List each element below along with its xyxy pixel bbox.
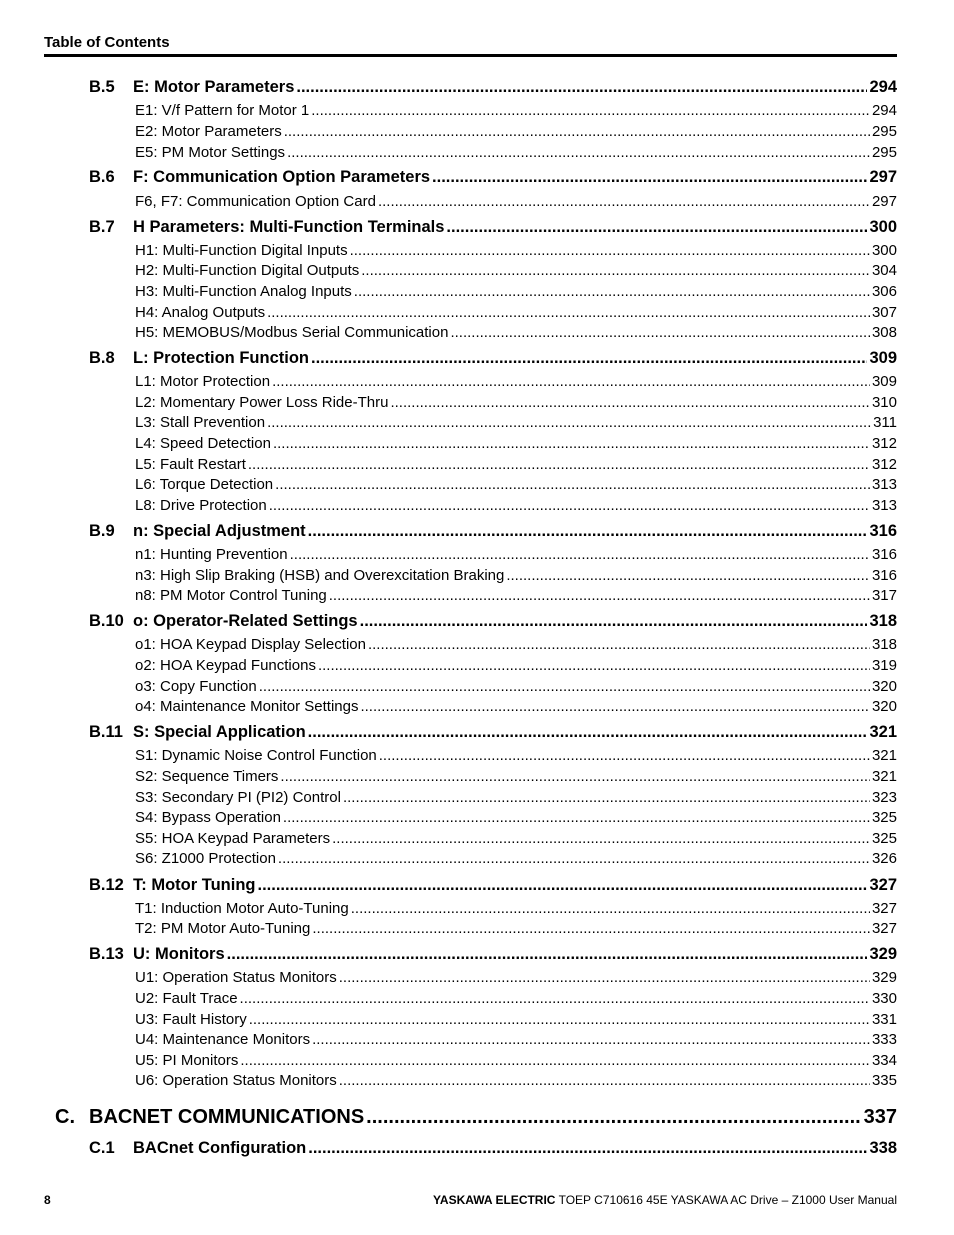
toc-page-number: 323 [871, 789, 897, 806]
toc-entry[interactable] [135, 989, 897, 1009]
toc-page-number: 316 [871, 546, 897, 563]
toc-section[interactable] [89, 217, 897, 238]
toc-page-number: 306 [871, 283, 897, 300]
toc-entry[interactable] [135, 829, 897, 849]
toc-section[interactable] [89, 944, 897, 965]
toc-title: L: Protection Function [133, 349, 309, 367]
toc-title: BACNET COMMUNICATIONS [89, 1106, 365, 1128]
toc-number: B.5 [89, 78, 115, 96]
dot-leader [267, 303, 870, 323]
toc-page-number: 318 [871, 636, 897, 653]
toc-page-number: 329 [871, 969, 897, 986]
toc-page-number: 316 [871, 567, 897, 584]
toc-entry[interactable] [135, 372, 897, 392]
toc-page-number: 330 [871, 990, 897, 1007]
toc-number: B.10 [89, 612, 124, 630]
toc-label [89, 611, 358, 632]
toc-page-number: 329 [869, 945, 897, 963]
toc-label [135, 143, 285, 163]
dot-leader [287, 143, 870, 163]
dot-leader [368, 635, 870, 655]
toc-label [135, 496, 267, 516]
dot-leader [332, 829, 870, 849]
toc-page-number: 319 [871, 657, 897, 674]
toc-page-number: 312 [871, 435, 897, 452]
toc-label [89, 875, 256, 896]
dot-leader [284, 122, 870, 142]
toc-title: o4: Maintenance Monitor Settings [135, 698, 359, 715]
toc-title: U6: Operation Status Monitors [135, 1072, 337, 1089]
dot-leader [343, 788, 870, 808]
toc-label [135, 323, 448, 343]
toc-page-number: 318 [869, 612, 897, 630]
toc-label [89, 1138, 306, 1159]
toc-entry[interactable] [135, 788, 897, 808]
toc-section[interactable] [89, 875, 897, 896]
toc-page-number: 313 [871, 497, 897, 514]
dot-leader [308, 521, 868, 542]
toc-label [135, 241, 348, 261]
toc-number: B.9 [89, 522, 115, 540]
toc-section[interactable] [89, 348, 897, 369]
toc-section[interactable] [89, 722, 897, 743]
toc-section[interactable] [89, 611, 897, 632]
toc-label [135, 566, 504, 586]
dot-leader [273, 434, 870, 454]
toc-title: L3: Stall Prevention [135, 414, 266, 431]
toc-page-number: 313 [871, 476, 897, 493]
dot-leader [283, 808, 870, 828]
toc-title: F6, F7: Communication Option Card [135, 193, 376, 210]
toc-title: o: Operator-Related Settings [133, 612, 358, 630]
toc-label [55, 1105, 364, 1130]
toc-page-number: 327 [871, 920, 897, 937]
toc-label [89, 348, 309, 369]
toc-page-number: 309 [869, 349, 897, 367]
toc-page-number: 297 [871, 193, 897, 210]
toc-label [135, 767, 278, 787]
toc-page-number: 308 [871, 324, 897, 341]
dot-leader [290, 545, 870, 565]
toc-page-number: 317 [871, 587, 897, 604]
toc-page-number: 316 [869, 522, 897, 540]
toc-label [89, 722, 306, 743]
toc-entry[interactable] [135, 849, 897, 869]
toc-number: B.12 [89, 876, 124, 894]
toc-label [135, 586, 327, 606]
toc-page-number: 295 [871, 123, 897, 140]
dot-leader [272, 372, 870, 392]
toc-page-number: 309 [871, 373, 897, 390]
dot-leader [227, 944, 868, 965]
toc-entry[interactable] [135, 767, 897, 787]
toc-entry[interactable] [135, 323, 897, 343]
dot-leader [267, 413, 871, 433]
toc-title: H1: Multi-Function Digital Inputs [135, 242, 348, 259]
toc-title: L8: Drive Protection [135, 497, 267, 514]
dot-leader [240, 1051, 870, 1071]
toc-section[interactable] [89, 167, 897, 188]
toc-entry[interactable] [135, 899, 897, 919]
toc-title: S1: Dynamic Noise Control Function [135, 747, 377, 764]
toc-title: L5: Fault Restart [135, 456, 246, 473]
toc-title: S3: Secondary PI (PI2) Control [135, 789, 341, 806]
toc-label [135, 697, 358, 717]
toc-page-number: 300 [869, 218, 897, 236]
toc-label [135, 303, 265, 323]
toc-title: U1: Operation Status Monitors [135, 969, 337, 986]
toc-title: H Parameters: Multi-Function Terminals [133, 218, 445, 236]
dot-leader [339, 1071, 870, 1091]
toc-label [135, 1010, 247, 1030]
toc-entry[interactable] [135, 1051, 897, 1071]
toc-label [135, 1051, 238, 1071]
toc-label [135, 788, 341, 808]
toc-title: L4: Speed Detection [135, 435, 271, 452]
toc-title: n: Special Adjustment [133, 522, 306, 540]
toc-entry[interactable] [135, 122, 897, 142]
toc-entry[interactable] [135, 566, 897, 586]
toc-title: L6: Torque Detection [135, 476, 274, 493]
toc-section[interactable] [89, 77, 897, 98]
footer-page-number: 8 [44, 1193, 51, 1207]
toc-number: B.7 [89, 218, 115, 236]
toc-title: o1: HOA Keypad Display Selection [135, 636, 366, 653]
toc-number: B.6 [89, 168, 115, 186]
toc-label [135, 849, 276, 869]
toc-number: C.1 [89, 1139, 115, 1157]
toc-number: B.8 [89, 349, 115, 367]
toc-title: n3: High Slip Braking (HSB) and Overexcitation Braking [135, 567, 505, 584]
dot-leader [432, 167, 867, 188]
toc-page-number: 327 [871, 900, 897, 917]
toc-entry[interactable] [135, 919, 897, 939]
toc-title: S5: HOA Keypad Parameters [135, 830, 331, 847]
toc-page-number: 321 [869, 723, 897, 741]
toc-title: T: Motor Tuning [133, 876, 256, 894]
toc-page-number: 334 [871, 1052, 897, 1069]
dot-leader [354, 282, 870, 302]
toc-title: H5: MEMOBUS/Modbus Serial Communication [135, 324, 449, 341]
toc-label [89, 77, 294, 98]
toc-page-number: 312 [871, 456, 897, 473]
dot-leader [318, 656, 870, 676]
toc-entry[interactable] [135, 1010, 897, 1030]
toc-entry[interactable] [135, 1030, 897, 1050]
toc-label [135, 101, 309, 121]
toc-page-number: 320 [871, 678, 897, 695]
toc-title: S: Special Application [133, 723, 306, 741]
toc-title: n8: PM Motor Control Tuning [135, 587, 327, 604]
toc-page-number: 311 [873, 414, 897, 431]
toc-entry[interactable] [135, 261, 897, 281]
dot-leader [258, 875, 868, 896]
dot-leader [308, 722, 868, 743]
toc-page-number: 294 [871, 102, 897, 119]
toc-page-number: 304 [871, 262, 897, 279]
toc-title: E5: PM Motor Settings [135, 144, 286, 161]
toc-label [135, 1030, 310, 1050]
toc-title: H3: Multi-Function Analog Inputs [135, 283, 352, 300]
toc-entry[interactable] [135, 968, 897, 988]
toc-page-number: 310 [871, 394, 897, 411]
toc-title: L1: Motor Protection [135, 373, 271, 390]
toc-page-number: 321 [871, 747, 897, 764]
toc-entry[interactable] [135, 586, 897, 606]
toc-title: E2: Motor Parameters [135, 123, 282, 140]
dot-leader [339, 968, 870, 988]
dot-leader [248, 455, 870, 475]
toc-entry[interactable] [135, 192, 897, 212]
toc-label [135, 192, 376, 212]
dot-leader [296, 77, 867, 98]
footer-doc-info [433, 1193, 897, 1207]
dot-leader [506, 566, 870, 586]
dot-leader [275, 475, 870, 495]
dot-leader [450, 323, 870, 343]
toc-label [135, 677, 257, 697]
toc-title: H2: Multi-Function Digital Outputs [135, 262, 360, 279]
dot-leader [311, 101, 870, 121]
toc-page-number: 335 [871, 1072, 897, 1089]
toc-title: o3: Copy Function [135, 678, 257, 695]
dot-leader [378, 192, 870, 212]
toc-entry[interactable] [135, 496, 897, 516]
toc-title: U: Monitors [133, 945, 225, 963]
toc-label [135, 372, 270, 392]
toc-label [89, 521, 306, 542]
toc-title: n1: Hunting Prevention [135, 546, 288, 563]
toc-title: BACnet Configuration [133, 1139, 307, 1157]
dot-leader [329, 586, 870, 606]
toc-label [135, 899, 349, 919]
dot-leader [390, 393, 870, 413]
toc-label [135, 282, 352, 302]
toc-label [135, 475, 273, 495]
toc-entry[interactable] [135, 413, 897, 433]
toc-page-number: 325 [871, 809, 897, 826]
toc-page-number: 307 [871, 304, 897, 321]
toc-page-number: 327 [869, 876, 897, 894]
toc-number: B.11 [89, 723, 123, 741]
dot-leader [312, 1030, 870, 1050]
toc-title: H4: Analog Outputs [135, 304, 266, 321]
dot-leader [249, 1010, 870, 1030]
toc-title: T1: Induction Motor Auto-Tuning [135, 900, 349, 917]
toc-entry[interactable] [135, 101, 897, 121]
toc-page-number: 325 [871, 830, 897, 847]
toc-label [135, 829, 330, 849]
toc-entry[interactable] [135, 746, 897, 766]
dot-leader [360, 611, 868, 632]
toc-chapter[interactable] [55, 1105, 897, 1130]
toc-title: U5: PI Monitors [135, 1052, 239, 1069]
toc-page-number: 300 [871, 242, 897, 259]
dot-leader [351, 899, 870, 919]
toc-entry[interactable] [135, 808, 897, 828]
page-header-title: Table of Contents [44, 34, 170, 51]
toc-section[interactable] [89, 1138, 897, 1159]
toc-number: B.13 [89, 945, 124, 963]
toc-label [135, 656, 316, 676]
toc-title: U2: Fault Trace [135, 990, 238, 1007]
toc-number: C. [55, 1106, 75, 1128]
dot-leader [312, 919, 870, 939]
dot-leader [366, 1105, 861, 1130]
toc-entry[interactable] [135, 1071, 897, 1091]
dot-leader [308, 1138, 867, 1159]
toc-label [135, 545, 288, 565]
toc-label [89, 944, 225, 965]
toc-entry[interactable] [135, 475, 897, 495]
toc-entry[interactable] [135, 303, 897, 323]
toc-title: L2: Momentary Power Loss Ride-Thru [135, 394, 389, 411]
toc-title: E: Motor Parameters [133, 78, 295, 96]
toc-page-number: 338 [869, 1139, 897, 1157]
toc-page-number: 337 [863, 1106, 897, 1128]
toc-entry[interactable] [135, 143, 897, 163]
dot-leader [360, 697, 870, 717]
toc-title: T2: PM Motor Auto-Tuning [135, 920, 311, 937]
toc-title: S6: Z1000 Protection [135, 850, 276, 867]
dot-leader [446, 217, 867, 238]
toc-entry[interactable] [135, 241, 897, 261]
toc-entry[interactable] [135, 656, 897, 676]
toc-title: U4: Maintenance Monitors [135, 1031, 311, 1048]
dot-leader [278, 849, 870, 869]
footer-doc-title: TOEP C710616 45E YASKAWA AC Drive – Z1000 User Manual [555, 1193, 897, 1207]
toc-page-number: 295 [871, 144, 897, 161]
toc-entry[interactable] [135, 635, 897, 655]
dot-leader [259, 677, 870, 697]
toc-label [135, 261, 359, 281]
toc-entry[interactable] [135, 434, 897, 454]
toc-label [135, 635, 366, 655]
toc-label [135, 746, 377, 766]
toc-label [135, 413, 265, 433]
toc-section[interactable] [89, 521, 897, 542]
dot-leader [379, 746, 870, 766]
toc-entry[interactable] [135, 677, 897, 697]
toc-label [135, 455, 246, 475]
toc-page-number: 326 [871, 850, 897, 867]
toc-label [135, 989, 238, 1009]
toc-page-number: 333 [871, 1031, 897, 1048]
toc-page-number: 297 [869, 168, 897, 186]
toc-entry[interactable] [135, 455, 897, 475]
header-rule [44, 54, 897, 57]
footer-brand: YASKAWA ELECTRIC [433, 1193, 556, 1207]
toc-entry[interactable] [135, 282, 897, 302]
toc-title: o2: HOA Keypad Functions [135, 657, 316, 674]
toc-label [135, 968, 337, 988]
toc-entry[interactable] [135, 697, 897, 717]
toc-entry[interactable] [135, 545, 897, 565]
toc-label [89, 217, 444, 238]
toc-page-number: 331 [871, 1011, 897, 1028]
toc-label [135, 434, 271, 454]
toc-label [135, 808, 281, 828]
dot-leader [311, 348, 867, 369]
toc-label [135, 393, 388, 413]
toc-page-number: 321 [871, 768, 897, 785]
toc-page-number: 294 [869, 78, 897, 96]
toc-label [135, 919, 310, 939]
toc-page-number: 320 [871, 698, 897, 715]
toc-label [135, 122, 282, 142]
dot-leader [361, 261, 870, 281]
toc-label [89, 167, 430, 188]
toc-entry[interactable] [135, 393, 897, 413]
dot-leader [269, 496, 870, 516]
toc-title: E1: V/f Pattern for Motor 1 [135, 102, 310, 119]
dot-leader [350, 241, 870, 261]
toc-title: S2: Sequence Timers [135, 768, 279, 785]
dot-leader [240, 989, 870, 1009]
dot-leader [280, 767, 870, 787]
toc-title: U3: Fault History [135, 1011, 247, 1028]
toc-label [135, 1071, 337, 1091]
toc-title: F: Communication Option Parameters [133, 168, 431, 186]
toc-title: S4: Bypass Operation [135, 809, 281, 826]
